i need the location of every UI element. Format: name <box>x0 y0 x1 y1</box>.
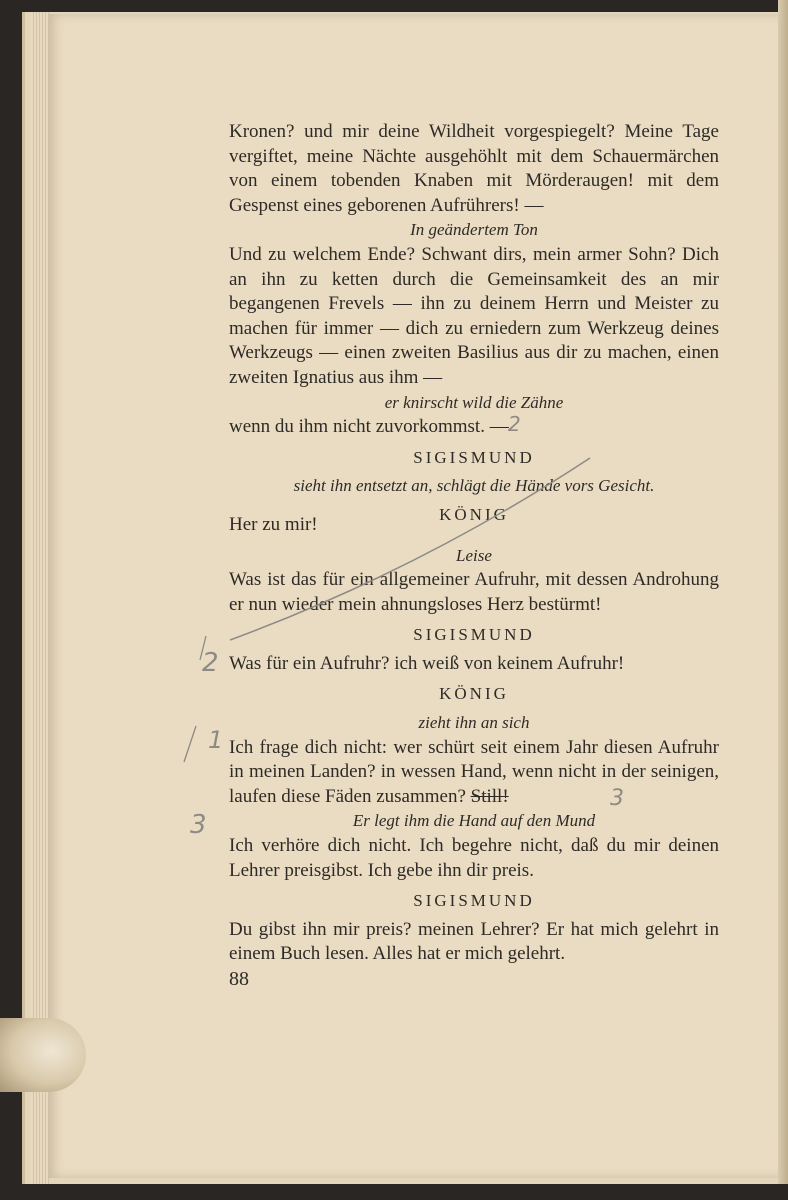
paragraph: Was für ein Aufruhr? ich weiß von keinem Aufruhr! <box>229 652 625 674</box>
paragraph-text: Ich frage dich nicht: wer schürt seit einem Jahr diesen Aufruhr in meinen Landen? in wessen Hand, wenn nicht in der seinigen, laufen diese Fäden zusammen? <box>229 736 719 807</box>
stage-direction: sieht ihn entsetzt an, schlägt die Hände vors Gesicht. <box>293 476 655 496</box>
paragraph: Du gibst ihn mir preis? meinen Lehrer? Er hat mich gelehrt in einem Buch lesen. Alles hat er mich gelehrt. <box>229 918 719 965</box>
stage-direction: In geändertem Ton <box>410 220 538 240</box>
pencil-diagonal-stroke <box>230 458 590 640</box>
struck-word: Still! <box>470 785 509 807</box>
stage-direction: er knirscht wild die Zähne <box>384 392 564 412</box>
speaker-name: SIGISMUND <box>413 625 535 645</box>
paragraph: wenn du ihm nicht zuvorkommst. — <box>229 416 509 438</box>
paragraph: Und zu welchem Ende? Schwant dirs, mein armer Sohn? Dich an ihn zu ketten durch die Gemeinsamkeit des an mir begangenen Frevels — ihn zu deinem Herrn und Meister zu machen für immer — dich zu erniedern zum Werkzeug deines Werkzeugs — einen zweiten Basilius aus dir zu machen, einen zweiten Ignatius aus ihm — <box>229 243 719 388</box>
stage-direction: Er legt ihm die Hand auf den Mund <box>352 811 596 831</box>
speaker-name: SIGISMUND <box>413 891 535 911</box>
pencil-note: 3 <box>610 786 624 811</box>
pencil-note: 2 <box>508 412 521 436</box>
stage-direction: zieht ihn an sich <box>418 713 530 733</box>
speaker-name: KÖNIG <box>439 504 509 524</box>
paragraph: Kronen? und mir deine Wildheit vorgespiegelt? Meine Tage vergiftet, meine Nächte ausgehöhlt mit dem Schauermärchen von einem tobenden Knaben mit Mörderaugen! mit dem Gespenst eines geborenen Aufrührers! — <box>229 121 719 216</box>
paragraph: Ich verhöre dich nicht. Ich begehre nicht, daß du mir deinen Lehrer preisgibst. Ich gebe ihn dir preis. <box>229 835 719 881</box>
pencil-note: 2 <box>202 648 219 678</box>
page-number: 88 <box>229 968 249 990</box>
pencil-note: 3 <box>190 810 207 840</box>
pencil-tick <box>200 636 206 660</box>
pencil-note: 1 <box>208 726 224 754</box>
pencil-tick <box>184 726 196 762</box>
speaker-name: SIGISMUND <box>413 447 535 467</box>
stage-direction: Leise <box>456 545 492 565</box>
speaker-name: KÖNIG <box>439 684 509 704</box>
paragraph: Her zu mir! <box>229 513 318 535</box>
paragraph: Was ist das für ein allgemeiner Aufruhr, mit dessen Androhung er nun wieder mein ahnungsloses Herz bestürmt! <box>229 569 719 615</box>
